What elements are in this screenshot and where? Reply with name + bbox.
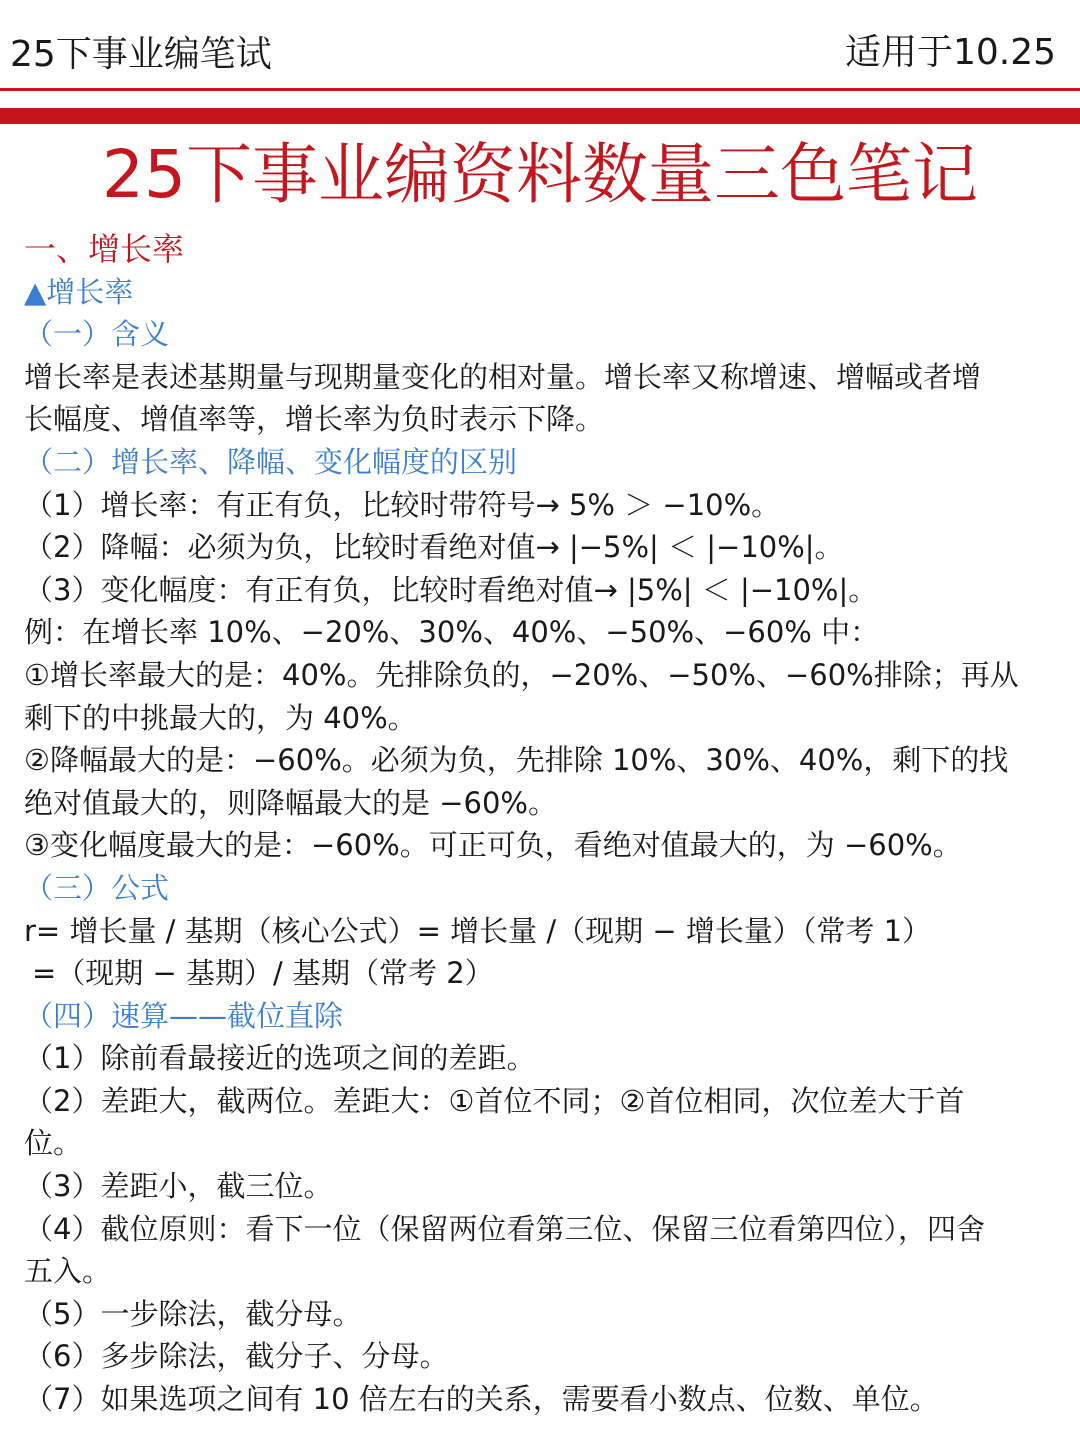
paragraph-line: （1）增长率：有正有负，比较时带符号→ 5% ＞ −10%。 [24, 487, 781, 522]
paragraph-line: 剩下的中挑最大的，为 40%。 [24, 700, 417, 735]
paragraph-line: 例：在增长率 10%、−20%、30%、40%、−50%、−60% 中： [24, 615, 880, 650]
section-heading: 一、增长率 [24, 230, 185, 268]
formula-line: =（现期 − 基期）/ 基期（常考 2） [32, 956, 494, 991]
subsection-heading: ▲增长率 [24, 274, 134, 309]
paragraph-line: （5）一步除法，截分母。 [24, 1296, 362, 1331]
header-left-text: 25下事业编笔试 [10, 34, 272, 75]
header-divider-thick [0, 108, 1080, 124]
heading-quick-calc: （四）速算——截位直除 [24, 998, 344, 1033]
notes-content [24, 228, 1060, 1421]
paragraph-line: ②降幅最大的是：−60%。必须为负，先排除 10%、30%、40%，剩下的找 [24, 743, 1009, 778]
header-divider-thin [0, 88, 1080, 91]
paragraph-line: （3）变化幅度：有正有负，比较时看绝对值→ |5%| ＜ |−10%|。 [24, 572, 878, 607]
paragraph-line: （2）降幅：必须为负，比较时看绝对值→ |−5%| ＜ |−10%|。 [24, 530, 844, 565]
paragraph-line: （6）多步除法，截分子、分母。 [24, 1339, 449, 1374]
paragraph-line: ③变化幅度最大的是：−60%。可正可负，看绝对值最大的，为 −60%。 [24, 828, 962, 863]
paragraph-line: 增长率是表述基期量与现期量变化的相对量。增长率又称增速、增幅或者增 [24, 359, 982, 394]
heading-meaning: （一）含义 [24, 317, 170, 352]
paragraph-line: 位。 [24, 1126, 83, 1161]
page-header [0, 0, 1080, 86]
paragraph-line: （1）除前看最接近的选项之间的差距。 [24, 1041, 536, 1076]
paragraph-line: ①增长率最大的是：40%。先排除负的，−20%、−50%、−60%排除；再从 [24, 657, 1019, 692]
paragraph-line: 绝对值最大的，则降幅最大的是 −60%。 [24, 785, 557, 820]
formula-line: r= 增长量 / 基期（核心公式）= 增长量 /（现期 − 增长量）（常考 1） [24, 913, 932, 948]
paragraph-line: 五入。 [24, 1254, 112, 1289]
header-right-text: 适用于10.25 [844, 32, 1056, 73]
paragraph-line: （2）差距大，截两位。差距大：①首位不同；②首位相同，次位差大于首 [24, 1083, 965, 1118]
paragraph-line: 长幅度、增值率等，增长率为负时表示下降。 [24, 402, 605, 437]
heading-formula: （三）公式 [24, 870, 170, 905]
paragraph-line: （4）截位原则：看下一位（保留两位看第三位、保留三位看第四位），四舍 [24, 1211, 985, 1246]
page-title: 25下事业编资料数量三色笔记 [102, 136, 978, 213]
heading-difference: （二）增长率、降幅、变化幅度的区别 [24, 444, 518, 479]
paragraph-line: （7）如果选项之间有 10 倍左右的关系，需要看小数点、位数、单位。 [24, 1382, 939, 1417]
paragraph-line: （3）差距小，截三位。 [24, 1169, 333, 1204]
